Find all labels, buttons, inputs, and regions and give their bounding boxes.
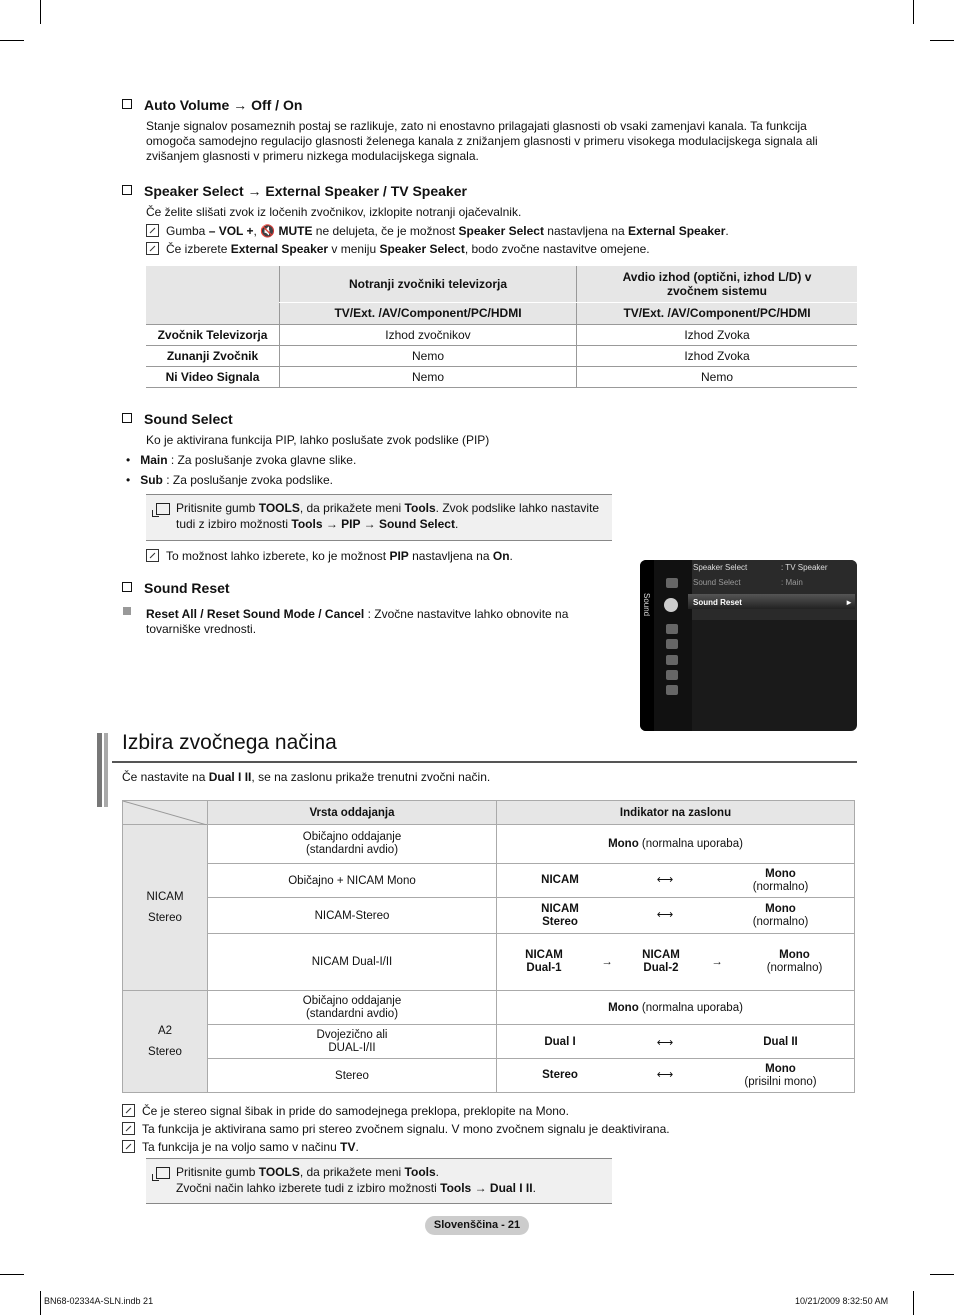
print-info-right: 10/21/2009 8:32:50 AM	[795, 1296, 889, 1306]
note-icon	[122, 1122, 135, 1135]
osd-icon-column	[654, 560, 692, 731]
stereo-note-1: Če je stereo signal šibak in pride do samodejnega preklopa, preklopite na Mono.	[122, 1104, 569, 1118]
stereo-note-3: Ta funkcija je na voljo samo v načinu TV.	[122, 1140, 359, 1154]
table-cell: Dual I ⟷ Dual II	[497, 1025, 855, 1059]
table-cell: Stereo	[208, 1059, 497, 1093]
table-cell: NICAM ⟷ Mono (normalno)	[497, 864, 855, 898]
crop-mark	[913, 0, 914, 24]
sound-reset-text: Reset All / Reset Sound Mode / Cancel : Zvočne nastavitve lahko obnovite na tovarniške vrednosti.	[146, 607, 569, 636]
chapter-bar	[97, 733, 102, 807]
note-icon	[122, 1140, 135, 1153]
auto-volume-heading: Auto Volume → Off / On	[122, 97, 302, 113]
sound-icon	[664, 598, 678, 612]
table-cell: Dvojezično ali DUAL-I/II	[208, 1025, 497, 1059]
right-arrow-icon: →	[711, 955, 723, 968]
table-cell: Običajno + NICAM Mono	[208, 864, 497, 898]
note-icon	[146, 549, 159, 562]
picture-icon	[666, 578, 678, 588]
table-cell: Mono (normalna uporaba)	[497, 825, 855, 864]
speaker-note-1: Gumba – VOL +, 🔇 MUTE ne delujeta, če je možnost Speaker Select nastavljena na External Speaker.	[146, 224, 729, 239]
channel-icon	[666, 624, 678, 634]
right-arrow-icon: →	[601, 955, 613, 968]
crop-mark	[0, 40, 24, 41]
setup-icon	[666, 639, 678, 649]
table-sub-header: TV/Ext. /AV/Component/PC/HDMI	[280, 302, 577, 324]
chapter-bar	[104, 733, 108, 807]
table-cell: Izhod zvočnikov	[280, 324, 577, 345]
tools-tip-text: Pritisnite gumb TOOLS, da prikažete meni Tools. Zvok podslike lahko nastavite tudi z izbiro možnosti Tools → PIP → Sound Select.	[176, 501, 600, 531]
table-row-label: Zvočnik Televizorja	[146, 324, 280, 345]
table-col-header: Vrsta oddajanja	[208, 801, 497, 825]
page-footer: Slovenščina - 21	[425, 1216, 529, 1235]
speaker-note-2: Če izberete External Speaker v meniju Speaker Select, bodo zvočne nastavitve omejene.	[146, 242, 650, 257]
table-corner	[123, 801, 208, 825]
auto-volume-text: Stanje signalov posameznih postaj se razlikuje, zato ni enostavno prilagajati glasnosti ob vsaki zamenjavi kanala. Ta funkcija omogoča samodejno regulacijo glasnosti želenega kanala z znižanjem glasnosti v primeru visokega modulacijskega signala ali zvišanjem glasnosti v primeru nizkega modulacijskega signala.	[146, 119, 818, 163]
note-icon	[122, 1104, 135, 1117]
crop-mark	[913, 1291, 914, 1315]
tools-tip-box-2	[146, 1158, 612, 1204]
osd-row-sound-select: Sound Select : Main	[693, 578, 803, 587]
table-cell: Nemo	[577, 366, 858, 387]
input-icon	[666, 655, 678, 665]
osd-row-speaker-select: Speaker Select : TV Speaker	[693, 563, 828, 572]
table-cell: Običajno oddajanje (standardni avdio)	[208, 825, 497, 864]
table-cell: Izhod Zvoka	[577, 324, 858, 345]
osd-sound-menu	[640, 560, 857, 731]
stereo-note-2: Ta funkcija je aktivirana samo pri stereo zvočnem signalu. V mono zvočnem signalu je deaktivirana.	[122, 1122, 670, 1136]
table-row-label: Zunanji Zvočnik	[146, 345, 280, 366]
print-info-left: BN68-02334A-SLN.indb 21	[44, 1296, 154, 1306]
osd-side-label: Sound	[642, 593, 651, 617]
chapter-rule	[112, 761, 857, 763]
table-cell: Izhod Zvoka	[577, 345, 858, 366]
remote-icon	[156, 1167, 170, 1179]
chapter-intro: Če nastavite na Dual I II, se na zaslonu prikaže trenutni zvočni način.	[122, 770, 491, 784]
table-cell: Mono (normalna uporaba)	[497, 991, 855, 1025]
table-cell: NICAM Stereo ⟷ Mono (normalno)	[497, 898, 855, 934]
table-corner	[146, 266, 280, 324]
table-sub-header: TV/Ext. /AV/Component/PC/HDMI	[577, 302, 858, 324]
crop-mark	[930, 40, 954, 41]
note-icon	[146, 242, 159, 255]
table-cell: Nemo	[280, 345, 577, 366]
table-cell: NICAM-Stereo	[208, 898, 497, 934]
bullet-main: • Main : Za poslušanje zvoka glavne slike.	[126, 453, 357, 467]
osd-row-sound-reset: Sound Reset ►	[693, 598, 853, 607]
remote-icon	[156, 503, 170, 515]
tools-tip-box	[146, 494, 612, 541]
nicam-group-cell: NICAM Stereo	[123, 825, 208, 991]
crop-mark	[40, 0, 41, 24]
table-col-header: Avdio izhod (optični, izhod L/D) v zvočnem sistemu	[577, 266, 858, 302]
application-icon	[666, 670, 678, 680]
a2-group-cell: A2 Stereo	[123, 991, 208, 1093]
speaker-select-text: Če želite slišati zvok iz ločenih zvočnikov, izklopite notranji ojačevalnik.	[146, 205, 522, 219]
crop-mark	[0, 1274, 24, 1275]
sound-select-text: Ko je aktivirana funkcija PIP, lahko poslušate zvok podslike (PIP)	[146, 433, 490, 447]
sound-reset-heading: Sound Reset	[122, 580, 230, 596]
table-cell: NICAM Dual-I/II	[208, 934, 497, 991]
table-cell: Običajno oddajanje (standardni avdio)	[208, 991, 497, 1025]
sound-select-heading: Sound Select	[122, 411, 233, 427]
swap-arrow-icon: ⟷	[656, 874, 674, 886]
pip-note: To možnost lahko izberete, ko je možnost PIP nastavljena na On.	[146, 549, 513, 564]
tools-tip-text-2: Pritisnite gumb TOOLS, da prikažete meni Tools. Zvočni način lahko izberete tudi z izbiro možnosti Tools → Dual I II.	[176, 1165, 536, 1195]
table-cell: Nemo	[280, 366, 577, 387]
speaker-table	[146, 266, 857, 388]
crop-mark	[40, 1291, 41, 1315]
chapter-title: Izbira zvočnega načina	[122, 731, 337, 754]
note-icon	[146, 224, 159, 237]
table-cell: Stereo ⟷ Mono (prisilni mono)	[497, 1059, 855, 1093]
bullet-sub: • Sub : Za poslušanje zvoka podslike.	[126, 473, 333, 487]
square-bullet-icon	[123, 607, 131, 615]
table-col-header: Indikator na zaslonu	[497, 801, 855, 825]
support-icon	[666, 685, 678, 695]
speaker-select-heading: Speaker Select → External Speaker / TV Speaker	[122, 183, 467, 199]
osd-side-bar	[640, 560, 654, 731]
crop-mark	[930, 1274, 954, 1275]
swap-arrow-icon: ⟷	[656, 909, 674, 921]
sound-mode-table	[122, 800, 855, 1093]
mute-icon: 🔇	[260, 224, 279, 238]
table-row-label: Ni Video Signala	[146, 366, 280, 387]
swap-arrow-icon: ⟷	[656, 1036, 674, 1049]
table-col-header: Notranji zvočniki televizorja	[280, 266, 577, 302]
table-cell: NICAM Dual-1 → NICAM Dual-2 → Mono (normalno)	[497, 934, 855, 991]
swap-arrow-icon: ⟷	[656, 1069, 674, 1081]
